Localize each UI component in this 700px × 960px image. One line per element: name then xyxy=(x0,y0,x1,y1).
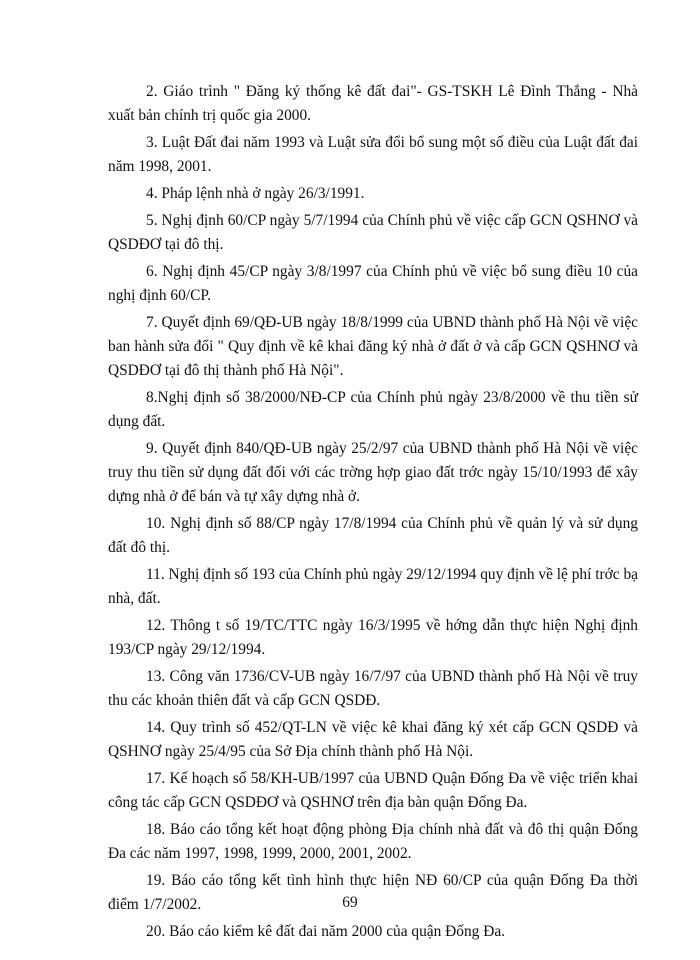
page-number: 69 xyxy=(342,894,358,911)
reference-list xyxy=(108,80,638,947)
reference-item: 18. Báo cáo tổng kết hoạt động phòng Địa chính nhà đất và đô thị quận Đống Đa các năm 1997, 1998, 1999, 2000, 2001, 2002. xyxy=(108,821,638,862)
reference-item: 5. Nghị định 60/CP ngày 5/7/1994 của Chính phủ về việc cấp GCN QSHNƠ và QSDĐƠ tại đô thị. xyxy=(108,212,638,253)
reference-item: 3. Luật Đất đai năm 1993 và Luật sửa đổi bổ sung một số điều của Luật đất đai năm 1998, 2001. xyxy=(108,134,638,175)
reference-item: 12. Thông t số 19/TC/TTC ngày 16/3/1995 về hớng dẫn thực hiện Nghị định 193/CP ngày 29/12/1994. xyxy=(108,617,638,658)
reference-item: 6. Nghị định 45/CP ngày 3/8/1997 của Chính phủ về việc bổ sung điều 10 của nghị định 60/CP. xyxy=(108,263,638,304)
reference-item: 13. Công văn 1736/CV-UB ngày 16/7/97 của UBND thành phố Hà Nội về truy thu các khoản thiên đất và cấp GCN QSDĐ. xyxy=(108,668,638,709)
reference-item: 4. Pháp lệnh nhà ở ngày 26/3/1991. xyxy=(146,185,365,202)
reference-item: 19. Báo cáo tổng kết tình hình thực hiện NĐ 60/CP của quận Đống Đa thời điểm 1/7/2002. xyxy=(108,872,638,913)
reference-item: 10. Nghị định số 88/CP ngày 17/8/1994 của Chính phủ về quản lý và sử dụng đất đô thị. xyxy=(108,515,638,556)
reference-item: 9. Quyết định 840/QĐ-UB ngày 25/2/97 của UBND thành phố Hà Nội về việc truy thu tiền sử dụng đất đối với các trờng hợp giao đất trớc ngày 15/10/1993 để xây dựng nhà ở để bán và tự xây dựng nhà ở. xyxy=(108,440,638,505)
reference-item: 8.Nghị định số 38/2000/NĐ-CP của Chính phủ ngày 23/8/2000 về thu tiền sử dụng đất. xyxy=(108,389,638,430)
reference-item: 11. Nghị định số 193 của Chính phủ ngày 29/12/1994 quy định về lệ phí trớc bạ nhà, đất. xyxy=(108,566,638,607)
reference-item: 7. Quyết định 69/QĐ-UB ngày 18/8/1999 của UBND thành phố Hà Nội về việc ban hành sửa đổi " Quy định về kê khai đăng ký nhà ở đất ở và cấp GCN QSHNƠ và QSDĐƠ tại đô thị thành phố Hà Nội". xyxy=(108,314,638,379)
reference-item: 14. Quy trình số 452/QT-LN về việc kê khai đăng ký xét cấp GCN QSDĐ và QSHNƠ ngày 25/4/95 của Sở Địa chính thành phố Hà Nội. xyxy=(108,719,638,760)
reference-item: 17. Kế hoạch số 58/KH-UB/1997 của UBND Quận Đống Đa về việc triển khai công tác cấp GCN QSDĐƠ và QSHNƠ trên địa bàn quận Đống Đa. xyxy=(108,770,638,811)
reference-item: 20. Báo cáo kiểm kê đất đai năm 2000 của quận Đống Đa. xyxy=(146,923,506,940)
reference-item: 2. Giáo trình " Đăng ký thống kê đất đai"- GS-TSKH Lê Đình Thắng - Nhà xuất bản chính trị quốc gia 2000. xyxy=(108,83,638,124)
